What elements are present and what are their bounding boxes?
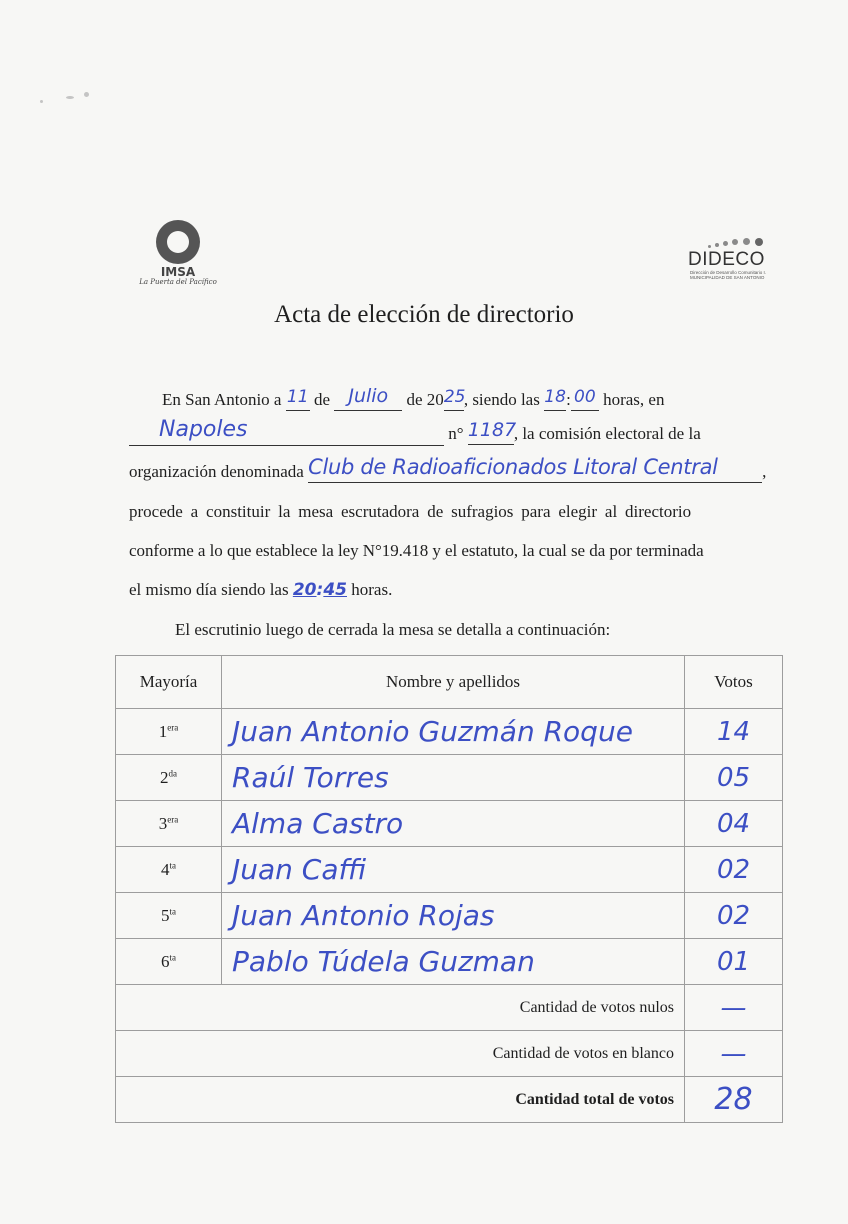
document-title: Acta de elección de directorio — [274, 301, 574, 328]
intro-text: , siendo las — [463, 390, 545, 409]
null-votes-row — [116, 985, 783, 1031]
null-votes-value: — — [685, 985, 783, 1031]
intro-text: horas. — [347, 580, 393, 599]
intro-line-6 — [129, 580, 392, 600]
table-row — [116, 847, 783, 893]
intro-text: , — [762, 462, 767, 481]
imsa-logo-name: IMSA — [160, 265, 196, 279]
intro-text: de — [309, 390, 335, 409]
table-row — [116, 709, 783, 755]
vote-count: 02 — [685, 893, 783, 939]
intro-text: : — [566, 390, 571, 409]
dideco-logo-subtitle: Dirección de Desarrollo Comunitario I. MUNICIPALIDAD DE SAN ANTONIO — [690, 270, 767, 280]
vote-count: 02 — [685, 847, 783, 893]
scan-speck — [40, 100, 43, 103]
table-row — [116, 893, 783, 939]
day-value: 11 — [286, 387, 309, 407]
column-header: Nombre y apellidos — [222, 656, 685, 709]
vote-count: 05 — [685, 755, 783, 801]
intro-text: el mismo día siendo las — [129, 580, 293, 599]
blank-votes-row — [116, 1031, 783, 1077]
vote-count: 04 — [685, 801, 783, 847]
table-header-row — [116, 656, 783, 709]
table-row — [116, 755, 783, 801]
candidate-name: Alma Castro — [222, 801, 685, 847]
intro-line-7: El escrutinio luego de cerrada la mesa se detalla a continuación: — [175, 620, 611, 639]
end-time-separator: : — [316, 580, 324, 600]
rank-cell: $2^{da}$ — [116, 755, 222, 801]
vote-count: 01 — [685, 939, 783, 985]
candidate-name: Raúl Torres — [222, 755, 685, 801]
intro-text: horas, en — [598, 390, 665, 409]
number-label: n° — [448, 424, 464, 443]
intro-line-1 — [162, 385, 665, 411]
table-row — [116, 939, 783, 985]
end-hour-value: 20 — [292, 580, 317, 600]
blank-votes-label: Cantidad de votos en blanco — [116, 1031, 685, 1077]
intro-line-2 — [129, 417, 701, 446]
intro-text: En San Antonio a — [162, 390, 286, 409]
rank-cell: $1^{era}$ — [116, 709, 222, 755]
candidate-name: Juan Caffi — [222, 847, 685, 893]
rank-cell: $5^{ta}$ — [116, 893, 222, 939]
rank-cell: $3^{era}$ — [116, 801, 222, 847]
imsa-logo — [128, 220, 228, 290]
table-row — [116, 801, 783, 847]
rank-cell: $4^{ta}$ — [116, 847, 222, 893]
intro-line-3 — [129, 455, 767, 483]
intro-line-5: conforme a lo que establece la ley N°19.418 y el estatuto, la cual se da por terminada — [129, 541, 704, 560]
imsa-seal-icon — [156, 220, 200, 264]
vote-count: 14 — [685, 709, 783, 755]
candidate-name: Pablo Túdela Guzman — [222, 939, 685, 985]
candidate-name: Juan Antonio Rojas — [222, 893, 685, 939]
dideco-logo-name: DIDECO — [688, 249, 765, 270]
total-votes-value: 28 — [685, 1077, 783, 1123]
votes-table — [115, 655, 783, 1123]
blank-votes-value: — — [685, 1031, 783, 1077]
month-value: Julio — [348, 385, 389, 407]
dideco-dots-icon — [686, 236, 786, 250]
column-header: Votos — [685, 656, 783, 709]
place-value: Napoles — [159, 417, 248, 442]
intro-text: organización denominada — [129, 462, 309, 481]
total-votes-row — [116, 1077, 783, 1123]
rank-cell: $6^{ta}$ — [116, 939, 222, 985]
candidate-name: Juan Antonio Guzmán Roque — [222, 709, 685, 755]
null-votes-label: Cantidad de votos nulos — [116, 985, 685, 1031]
end-minute-value: 45 — [323, 580, 347, 600]
year-value: 25 — [443, 387, 466, 407]
minute-value: 00 — [574, 387, 596, 407]
scan-speck — [84, 92, 89, 97]
total-votes-label: Cantidad total de votos — [116, 1077, 685, 1123]
intro-line-4: procede a constituir la mesa escrutadora de sufragios para elegir al directorio — [129, 502, 692, 521]
intro-text: de 20 — [402, 390, 444, 409]
dideco-logo — [686, 236, 786, 296]
hour-value: 18 — [544, 387, 566, 407]
column-header: Mayoría — [116, 656, 222, 709]
organization-value: Club de Radioaficionados Litoral Central — [308, 455, 718, 479]
intro-text: , la comisión electoral de la — [513, 424, 701, 443]
scan-speck — [66, 96, 74, 99]
number-value: 1187 — [467, 419, 517, 441]
imsa-logo-tagline: La Puerta del Pacífico — [139, 278, 217, 286]
